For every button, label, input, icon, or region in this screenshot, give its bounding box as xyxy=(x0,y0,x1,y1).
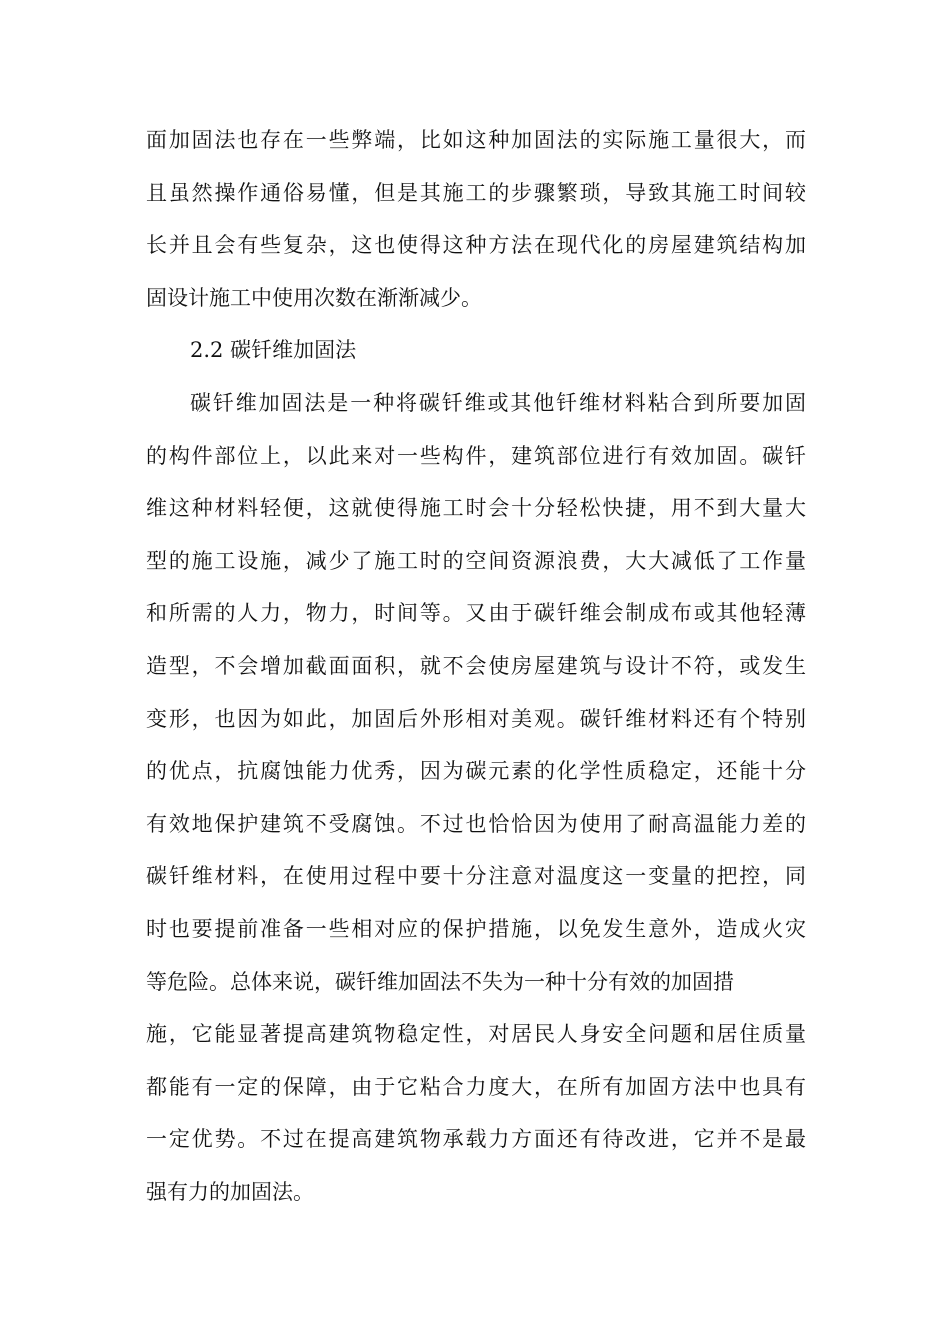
text-line: 碳钎维材料，在使用过程中要十分注意对温度这一变量的把控，同 xyxy=(146,864,806,889)
text-line: 面加固法也存在一些弊端，比如这种加固法的实际施工量很大，而 xyxy=(146,128,806,152)
text-line: 有效地保护建筑不受腐蚀。不过也恰恰因为使用了耐高温能力差的 xyxy=(146,811,806,836)
text-line: 一定优势。不过在提高建筑物承载力方面还有待改进，它并不是最 xyxy=(146,1127,806,1152)
text-line: 变形，也因为如此，加固后外形相对美观。碳钎维材料还有个特别 xyxy=(146,706,806,731)
text-line: 强有力的加固法。 xyxy=(146,1179,314,1204)
text-line: 和所需的人力，物力，时间等。又由于碳钎维会制成布或其他轻薄 xyxy=(146,601,806,626)
text-line: 等危险。总体来说，碳钎维加固法不失为一种十分有效的加固措 xyxy=(146,969,734,994)
text-line: 维这种材料轻便，这就使得施工时会十分轻松快捷，用不到大量大 xyxy=(146,496,806,521)
section-heading: 2.2 碳钎维加固法 xyxy=(190,338,357,363)
text-line: 碳钎维加固法是一种将碳钎维或其他钎维材料粘合到所要加固 xyxy=(190,390,806,415)
text-line: 固设计施工中使用次数在渐渐减少。 xyxy=(146,285,482,310)
text-line: 的优点，抗腐蚀能力优秀，因为碳元素的化学性质稳定，还能十分 xyxy=(146,759,806,784)
body-text xyxy=(146,114,806,1218)
text-line: 且虽然操作通俗易懂，但是其施工的步骤繁琐，导致其施工时间较 xyxy=(146,180,806,205)
text-line: 都能有一定的保障，由于它粘合力度大，在所有加固方法中也具有 xyxy=(146,1074,806,1099)
text-line: 造型，不会增加截面面积，就不会使房屋建筑与设计不符，或发生 xyxy=(146,653,806,678)
text-line: 施，它能显著提高建筑物稳定性，对居民人身安全问题和居住质量 xyxy=(146,1022,806,1047)
text-line: 长并且会有些复杂，这也使得这种方法在现代化的房屋建筑结构加 xyxy=(146,233,806,258)
text-line: 的构件部位上，以此来对一些构件，建筑部位进行有效加固。碳钎 xyxy=(146,443,806,468)
text-line: 时也要提前准备一些相对应的保护措施，以免发生意外，造成火灾 xyxy=(146,916,806,941)
text-line: 型的施工设施，减少了施工时的空间资源浪费，大大减低了工作量 xyxy=(146,548,806,573)
